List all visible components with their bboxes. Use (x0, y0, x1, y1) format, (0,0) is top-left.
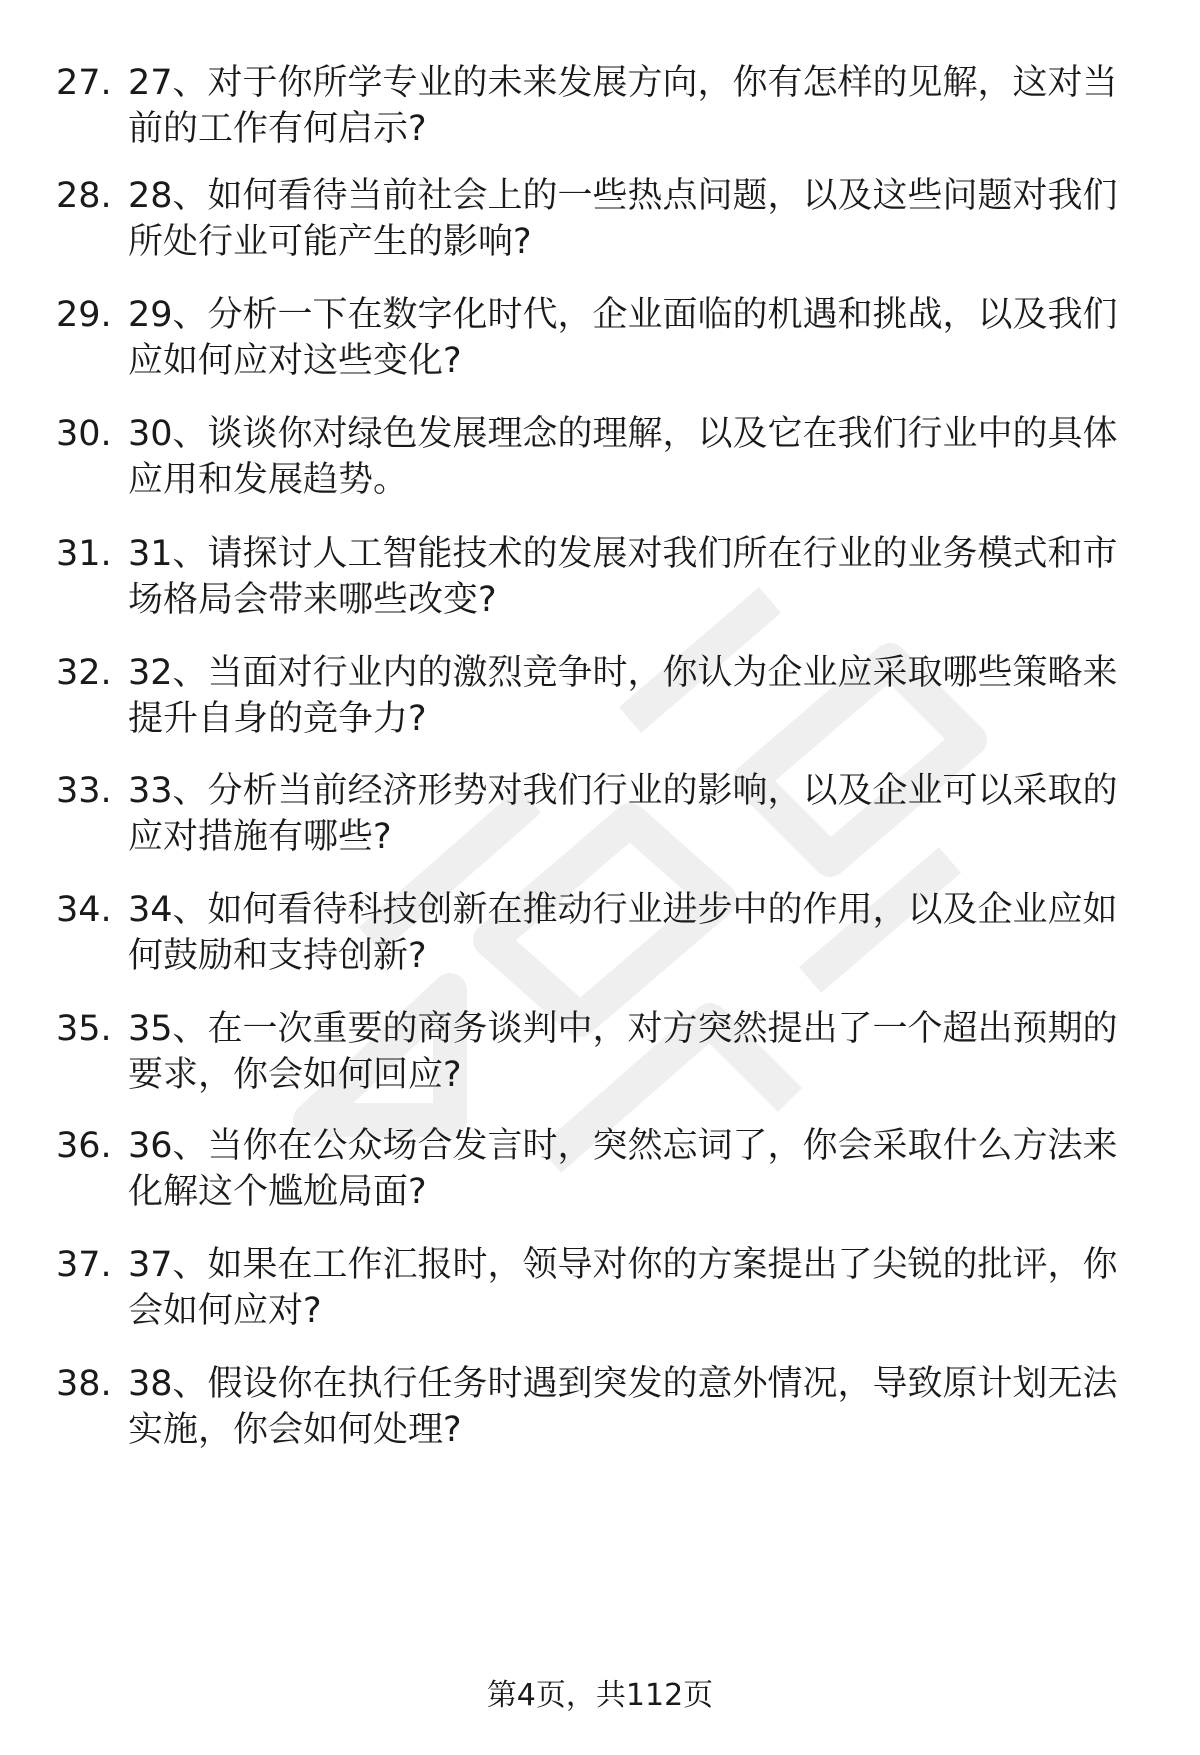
question-text (128, 292, 1198, 384)
question-number: 29. (56, 295, 112, 335)
question-text (128, 1242, 1198, 1334)
question-line: 所处行业可能产生的影响? (128, 222, 532, 262)
question-number: 30. (56, 414, 112, 454)
question-text (128, 1123, 1198, 1215)
question-number: 27. (56, 63, 112, 103)
question-line: 场格局会带来哪些改变? (128, 580, 497, 620)
page-number-footer: 第4页，共112页 (486, 1678, 714, 1713)
question-text (128, 411, 1198, 503)
question-text (128, 887, 1198, 979)
question-line: 32、当面对行业内的激烈竞争时，你认为企业应采取哪些策略来 (128, 653, 1118, 693)
question-line: 实施，你会如何处理? (128, 1410, 462, 1450)
question-number: 37. (56, 1245, 112, 1285)
question-line: 提升自身的竞争力? (128, 699, 427, 739)
question-line: 38、假设你在执行任务时遇到突发的意外情况，导致原计划无法 (128, 1364, 1118, 1404)
question-line: 应如何应对这些变化? (128, 341, 462, 381)
question-line: 37、如果在工作汇报时，领导对你的方案提出了尖锐的批评，你 (128, 1245, 1118, 1285)
question-line: 31、请探讨人工智能技术的发展对我们所在行业的业务模式和市 (128, 534, 1118, 574)
question-line: 30、谈谈你对绿色发展理念的理解，以及它在我们行业中的具体 (128, 414, 1118, 454)
question-number: 34. (56, 890, 112, 930)
question-text (128, 60, 1198, 152)
question-number: 38. (56, 1364, 112, 1404)
question-number: 36. (56, 1126, 112, 1166)
question-line: 要求，你会如何回应? (128, 1055, 462, 1095)
question-number: 35. (56, 1009, 112, 1049)
question-line: 34、如何看待科技创新在推动行业进步中的作用，以及企业应如 (128, 890, 1118, 930)
question-line: 何鼓励和支持创新? (128, 936, 427, 976)
question-text (128, 173, 1198, 265)
question-text (128, 531, 1198, 623)
question-line: 会如何应对? (128, 1291, 322, 1331)
question-line: 27、对于你所学专业的未来发展方向，你有怎样的见解，这对当 (128, 63, 1118, 103)
question-line: 35、在一次重要的商务谈判中，对方突然提出了一个超出预期的 (128, 1009, 1118, 1049)
question-line: 化解这个尴尬局面? (128, 1172, 427, 1212)
question-text (128, 768, 1198, 860)
question-line: 应用和发展趋势。 (128, 460, 409, 500)
question-number: 31. (56, 534, 112, 574)
question-text (128, 650, 1198, 742)
question-number: 33. (56, 771, 112, 811)
question-text (128, 1006, 1198, 1098)
question-line: 36、当你在公众场合发言时，突然忘词了，你会采取什么方法来 (128, 1126, 1118, 1166)
question-line: 前的工作有何启示? (128, 109, 427, 149)
question-number: 32. (56, 653, 112, 693)
question-line: 28、如何看待当前社会上的一些热点问题，以及这些问题对我们 (128, 176, 1118, 216)
question-text (128, 1361, 1198, 1453)
question-line: 应对措施有哪些? (128, 817, 392, 857)
question-line: 29、分析一下在数字化时代，企业面临的机遇和挑战，以及我们 (128, 295, 1118, 335)
question-line: 33、分析当前经济形势对我们行业的影响，以及企业可以采取的 (128, 771, 1118, 811)
question-number: 28. (56, 176, 112, 216)
